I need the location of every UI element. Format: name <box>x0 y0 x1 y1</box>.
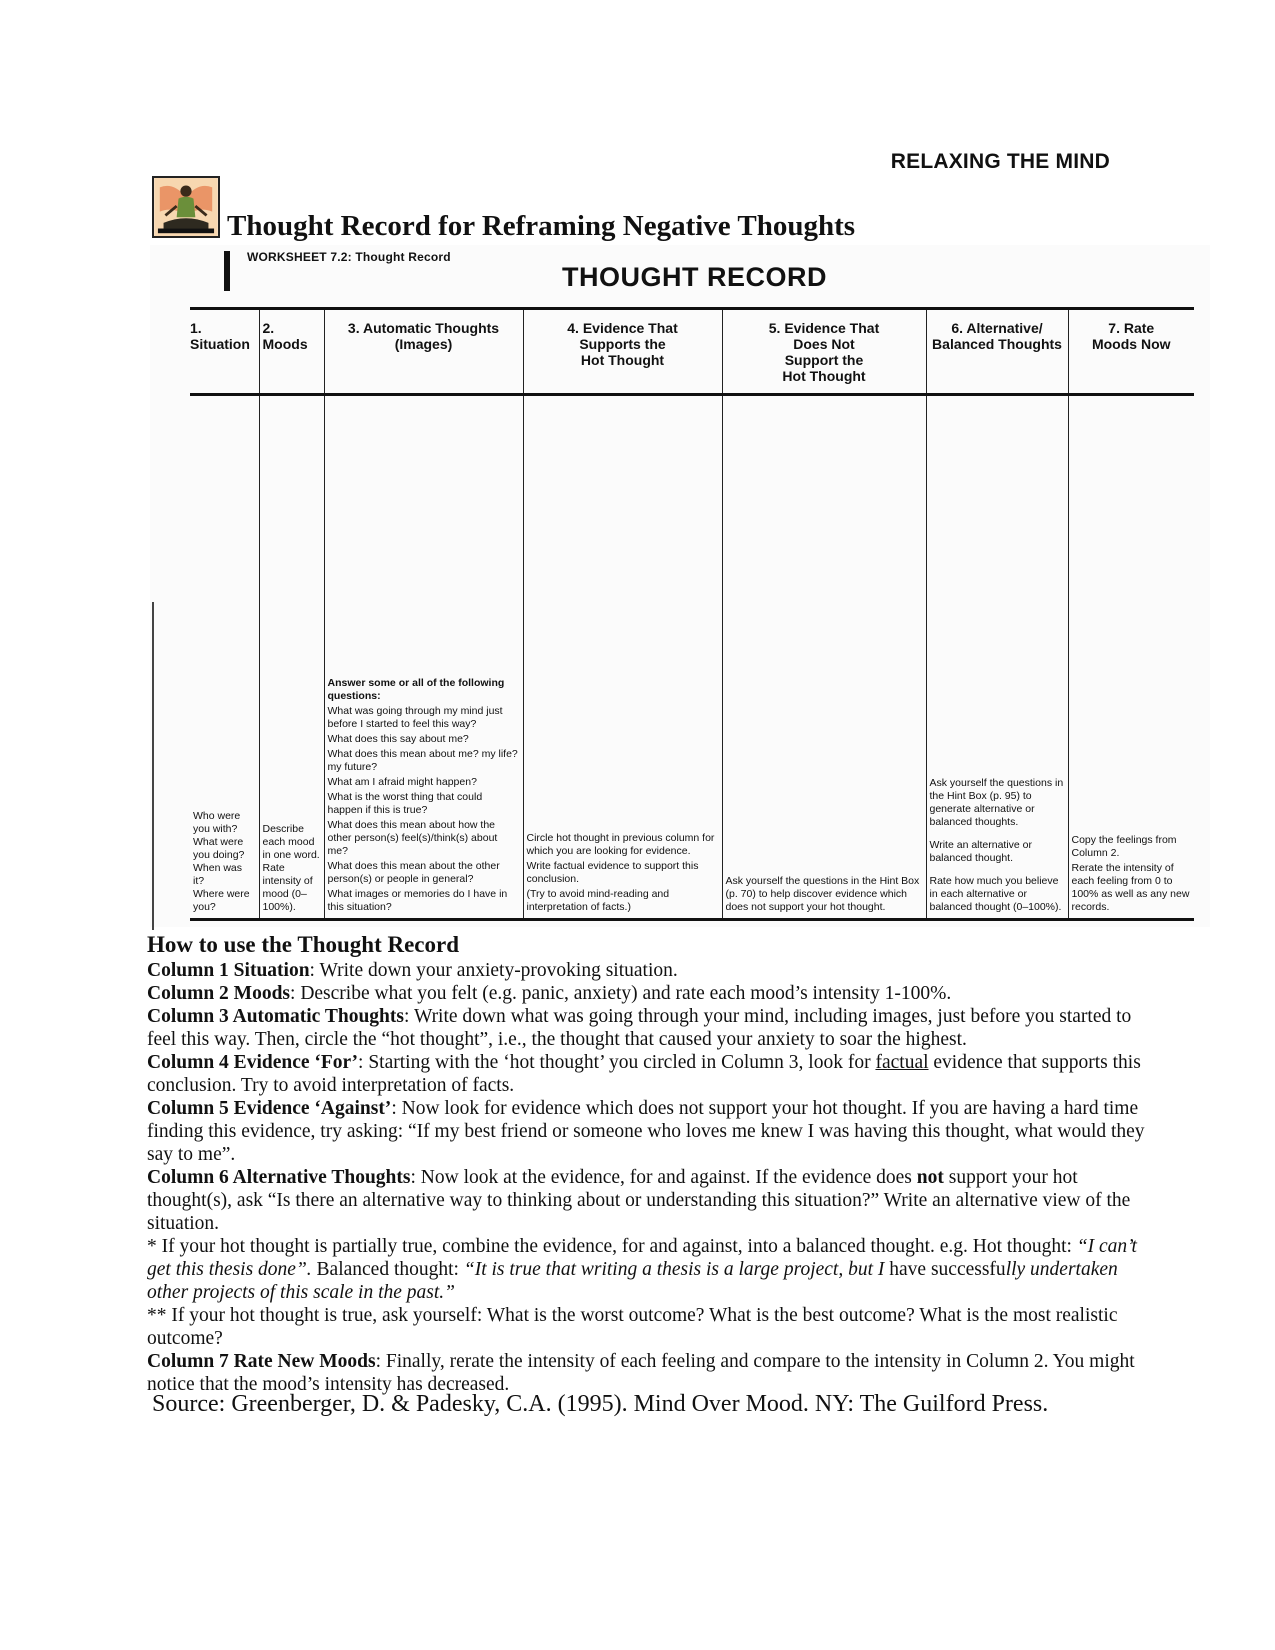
instruction-partially-true: * If your hot thought is partially true, combine the evidence, for and against, into a balanced thought. e.g. Hot thought: “I can’t get this thesis done”. Balanced thought: “It is true that writing a thesis is a large project, but I have successfully undertaken other projects of this scale in the past.” <box>147 1236 1137 1303</box>
prompt-line: Circle hot thought in previous column for which you are looking for evidence. <box>526 832 715 857</box>
prompt-line: What am I afraid might happen? <box>327 776 477 788</box>
prompt-line: Rate intensity of mood (0–100%). <box>262 862 313 913</box>
instruction-column-1: Column 1 Situation: Write down your anxiety-provoking situation. <box>147 960 678 981</box>
meditating-person-icon <box>152 176 220 238</box>
situation-cell[interactable] <box>190 395 259 920</box>
instruction-column-6: Column 6 Alternative Thoughts: Now look at the evidence, for and against. If the evidence does not support your hot thought(s), ask “Is there an alternative way to thinking about or understanding this situation?” Write an alternative view of the situation. <box>147 1167 1131 1234</box>
prompt-line: Rate how much you believe in each alternative or balanced thought (0–100%). <box>929 875 1062 913</box>
prompt-line: What is the worst thing that could happen if this is true? <box>327 791 483 816</box>
column-header-alternative-thoughts: 6. Alternative/ Balanced Thoughts <box>926 309 1068 395</box>
instruction-true: ** If your hot thought is true, ask yourself: What is the worst outcome? What is the best outcome? What is the most realistic outcome? <box>147 1305 1118 1349</box>
section-label: RELAXING THE MIND <box>890 150 1110 173</box>
prompt-line: What was going through my mind just before I started to feel this way? <box>327 705 503 730</box>
evidence-for-cell[interactable] <box>523 395 722 920</box>
instruction-column-3: Column 3 Automatic Thoughts: Write down what was going through your mind, including images, just before you started to feel this way. Then, circle the “hot thought”, i.e., the thought that caused your anxiety to soar the highest. <box>147 1006 1132 1050</box>
prompt-line: What does this mean about how the other person(s) feel(s)/think(s) about me? <box>327 819 498 857</box>
instruction-column-5: Column 5 Evidence ‘Against’: Now look for evidence which does not support your hot thought. If you are having a hard time finding this evidence, try asking: “If my best friend or someone who loves me knew I was having this thought, what would they say to me”. <box>147 1098 1145 1165</box>
instructions <box>147 932 1147 1396</box>
column-header-moods: 2. Moods <box>259 309 324 395</box>
prompt-line: Ask yourself the questions in the Hint Box (p. 70) to help discover evidence which does not support your hot thought. <box>725 875 920 913</box>
worksheet-bar <box>224 251 230 291</box>
moods-cell[interactable] <box>259 395 324 920</box>
source-citation: Source: Greenberger, D. & Padesky, C.A. (1995). Mind Over Mood. NY: The Guilford Press. <box>152 1391 1049 1417</box>
prompt-intro: Answer some or all of the following questions: <box>327 677 505 702</box>
alternative-thoughts-cell[interactable] <box>926 395 1068 920</box>
prompt-line: Rerate the intensity of each feeling from 0 to 100% as well as any new records. <box>1071 862 1190 913</box>
column-header-evidence-against: 5. Evidence That Does Not Support the Hot Thought <box>722 309 926 395</box>
prompt-line: What were you doing? <box>193 836 245 861</box>
column-header-evidence-for: 4. Evidence That Supports the Hot Thought <box>523 309 722 395</box>
prompt-line: What does this mean about me? my life? my future? <box>327 748 518 773</box>
thought-record-title: THOUGHT RECORD <box>562 262 827 292</box>
table-entry-row <box>190 395 1194 920</box>
instruction-column-4: Column 4 Evidence ‘For’: Starting with the ‘hot thought’ you circled in Column 3, look for factual evidence that supports this conclusion. Try to avoid interpretation of facts. <box>147 1052 1141 1096</box>
prompt-line: What does this mean about the other person(s) or people in general? <box>327 860 500 885</box>
instruction-column-2: Column 2 Moods: Describe what you felt (e.g. panic, anxiety) and rate each mood’s intensity 1-100%. <box>147 983 952 1004</box>
automatic-thoughts-cell[interactable] <box>324 395 523 920</box>
column-header-situation: 1. Situation <box>190 309 259 395</box>
instructions-heading: How to use the Thought Record <box>147 932 460 957</box>
table-header-row <box>190 309 1194 395</box>
prompt-line: Who were you with? <box>193 810 241 835</box>
prompt-line: Where were you? <box>193 888 250 913</box>
document-title: Thought Record for Reframing Negative Thoughts <box>227 210 856 242</box>
evidence-against-cell[interactable] <box>722 395 926 920</box>
prompt-line: (Try to avoid mind-reading and interpretation of facts.) <box>526 888 670 913</box>
prompt-line: Write an alternative or balanced thought. <box>929 839 1033 864</box>
prompt-line: Ask yourself the questions in the Hint Box (p. 95) to generate alternative or balanced thoughts. <box>929 777 1064 828</box>
prompt-line: Write factual evidence to support this conclusion. <box>526 860 699 885</box>
instruction-column-7: Column 7 Rate New Moods: Finally, rerate the intensity of each feeling and compare to the intensity in Column 2. You might notice that the mood’s intensity has decreased. <box>147 1351 1135 1395</box>
prompt-line: When was it? <box>193 862 243 887</box>
thought-record-table <box>190 307 1194 921</box>
column-header-automatic-thoughts: 3. Automatic Thoughts (Images) <box>324 309 523 395</box>
worksheet-label: WORKSHEET 7.2: Thought Record <box>247 250 451 264</box>
prompt-line: Copy the feelings from Column 2. <box>1071 834 1177 859</box>
column-header-rate-moods: 7. Rate Moods Now <box>1068 309 1194 395</box>
prompt-line: Describe each mood in one word. <box>262 823 320 861</box>
prompt-line: What images or memories do I have in this situation? <box>327 888 508 913</box>
scan-left-rule <box>152 602 154 930</box>
prompt-line: What does this say about me? <box>327 733 469 745</box>
rate-moods-cell[interactable] <box>1068 395 1194 920</box>
